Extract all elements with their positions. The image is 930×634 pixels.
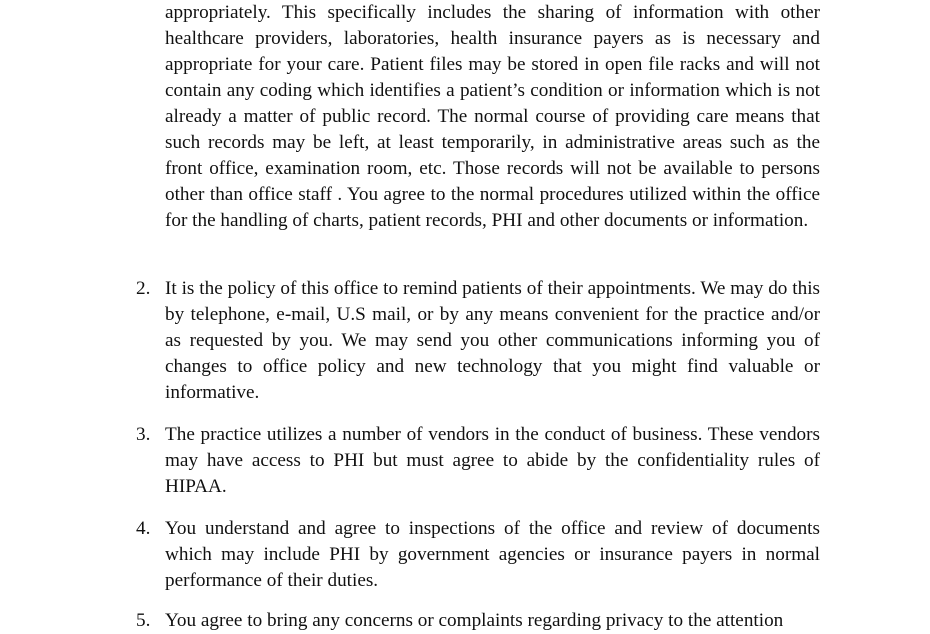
paragraph-continued: appropriately. This specifically includes the sharing of information with other healthcare providers, laboratories, health insurance payers as is necessary and appropriate for your care. Patient files may be stored in open file racks and will not contain any coding which identifies a patient’s condition or information which is not already a matter of public record. The normal course of providing care means that such records may be left, at least temporarily, in administrative areas such as the front office, examination room, etc. Those records will not be available to persons other than office staff . You agree to the normal procedures utilized within the office for the handling of charts, patient records, PHI and other documents or information. bbox=[165, 2, 820, 231]
list-item-number: 4. bbox=[136, 518, 151, 539]
list-item-number: 3. bbox=[136, 424, 151, 445]
list-item-text: You understand and agree to inspections of the office and review of documents which may include PHI by government agencies or insurance payers in normal performance of their duties. bbox=[165, 518, 820, 591]
list-item-text: You agree to bring any concerns or complaints regarding privacy to the attention bbox=[165, 610, 784, 631]
list-item-number: 2. bbox=[136, 278, 151, 299]
list-item-text: The practice utilizes a number of vendors in the conduct of business. These vendors may have access to PHI but must agree to abide by the confidentiality rules of HIPAA. bbox=[165, 424, 820, 497]
list-item-number: 5. bbox=[136, 610, 151, 631]
list-item-text: It is the policy of this office to remind patients of their appointments. We may do this by telephone, e-mail, U.S mail, or by any means convenient for the practice and/or as requested by you. We may send you other communications informing you of changes to office policy and new technology that you might find valuable or informative. bbox=[165, 278, 820, 403]
